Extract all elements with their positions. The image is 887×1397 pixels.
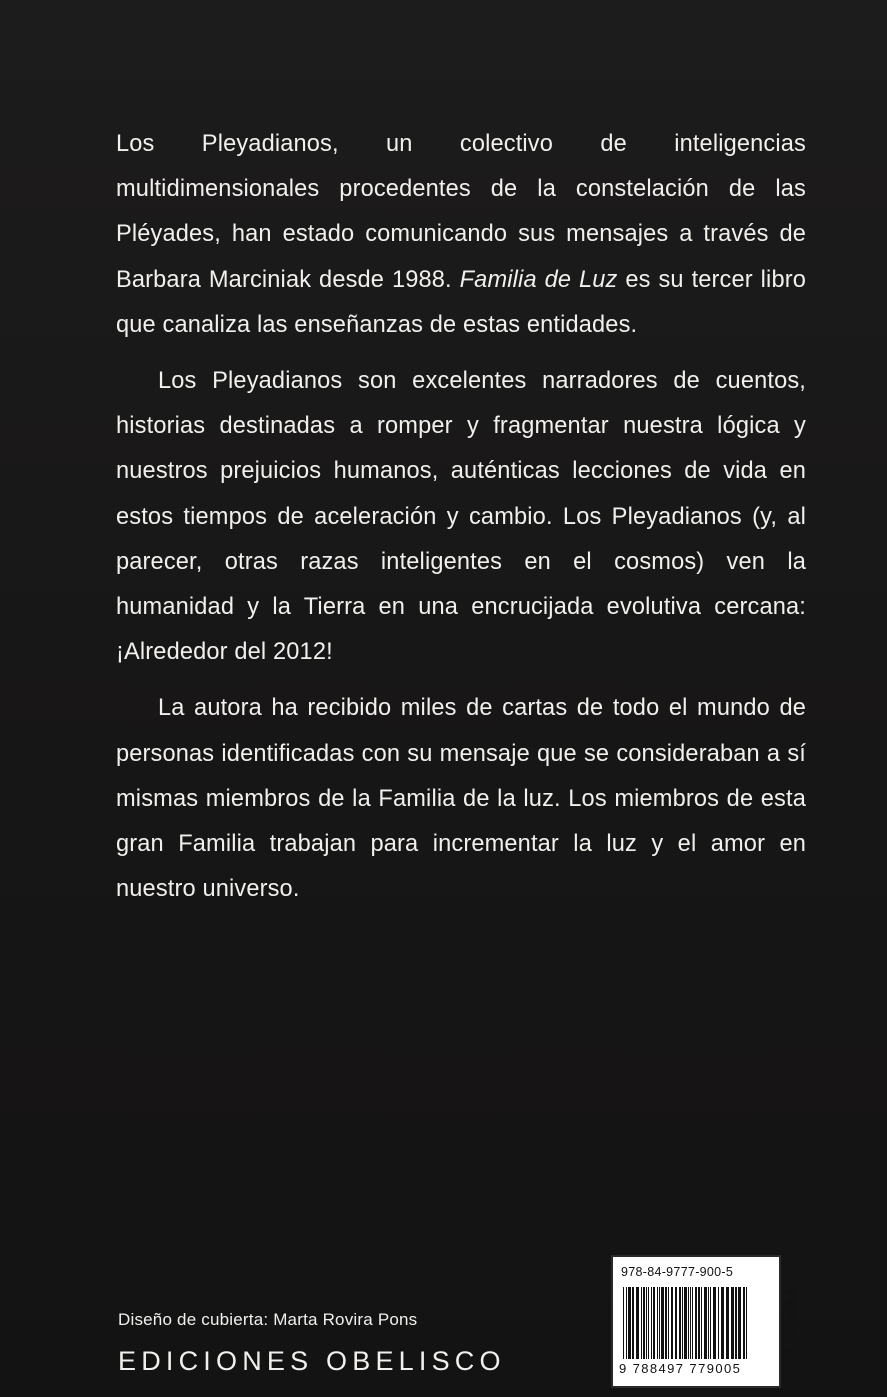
barcode-stripe [679, 1287, 681, 1359]
barcode-stripe [692, 1287, 693, 1359]
barcode-stripe [684, 1287, 687, 1359]
barcode-stripe [643, 1287, 645, 1359]
barcode-stripe [738, 1287, 741, 1359]
barcode-stripe [675, 1287, 677, 1359]
barcode-stripe [653, 1287, 655, 1359]
barcode-stripe [626, 1287, 627, 1359]
barcode-stripe [648, 1287, 649, 1359]
paragraph-1-start: Los Pleyadianos, un colectivo de inteligencias multidimensionales procedentes de la constelación de las Pléyades, han estado comunicando sus mensajes a través de Barbara Marciniak desde 1988. [116, 131, 806, 293]
barcode-stripe [726, 1287, 729, 1359]
barcode-stripe [746, 1287, 747, 1359]
barcode-stripe [668, 1287, 669, 1359]
barcode-stripe [731, 1287, 734, 1359]
barcode-stripe [721, 1287, 724, 1359]
barcode-stripe [657, 1287, 658, 1359]
barcode-stripe [623, 1287, 624, 1359]
barcode-stripe [688, 1287, 689, 1359]
barcode-stripe [671, 1287, 673, 1359]
barcode-stripe [636, 1287, 639, 1359]
barcode-stripe [695, 1287, 697, 1359]
paragraph-3: La autora ha recibido miles de cartas de todo el mundo de personas identificadas con su mensaje que se consideraban a sí mismas miembros de la Familia de la luz. Los miembros de esta gran Familia trabajan para incrementar la luz y el amor en nuestro universo. [116, 695, 806, 903]
barcode-stripe [710, 1287, 711, 1359]
barcode-stripe [632, 1287, 634, 1359]
cover-design-credit: Diseño de cubierta: Marta Rovira Pons [118, 1310, 418, 1329]
barcode-stripe [713, 1287, 716, 1359]
barcode-stripe [665, 1287, 667, 1359]
barcode-stripe [708, 1287, 709, 1359]
barcode-stripe [661, 1287, 664, 1359]
blurb-text [116, 122, 806, 923]
barcode-stripe [704, 1287, 707, 1359]
price-label: PVP 13 € [783, 1289, 799, 1357]
barcode-stripe [628, 1287, 631, 1359]
barcode-stripe [690, 1287, 691, 1359]
paragraph-2: Los Pleyadianos son excelentes narradores de cuentos, historias destinadas a romper y fragmentar nuestra lógica y nuestros prejuicios humanos, auténticas lecciones de vida en estos tiempos de aceleración y cambio. Los Pleyadianos (y, al parecer, otras razas inteligentes en el cosmos) ven la humanidad y la Tierra en una encrucijada evolutiva cercana: ¡Alrededor del 2012! [116, 368, 806, 666]
barcode-stripe [641, 1287, 642, 1359]
barcode-label [611, 1255, 799, 1388]
barcode-stripe [646, 1287, 647, 1359]
barcode-stripe [651, 1287, 652, 1359]
barcode-stripe [682, 1287, 683, 1359]
ean-digits: 9 788497 779005 [619, 1361, 742, 1376]
barcode-stripe [659, 1287, 660, 1359]
barcode-stripe [718, 1287, 719, 1359]
paragraph-1 [116, 122, 806, 348]
barcode-stripe [735, 1287, 737, 1359]
publisher-name: EDICIONES OBELISCO [118, 1346, 506, 1376]
barcode-stripe [701, 1287, 702, 1359]
barcode-stripe [698, 1287, 700, 1359]
book-title-italic: Familia de Luz [459, 266, 618, 293]
barcode-bars [623, 1287, 749, 1359]
barcode-stripe [743, 1287, 745, 1359]
paragraph-1-end: es su tercer libro que canaliza las enseñanzas de estas entidades. [116, 266, 806, 338]
isbn-number: 978-84-9777-900-5 [621, 1265, 734, 1279]
